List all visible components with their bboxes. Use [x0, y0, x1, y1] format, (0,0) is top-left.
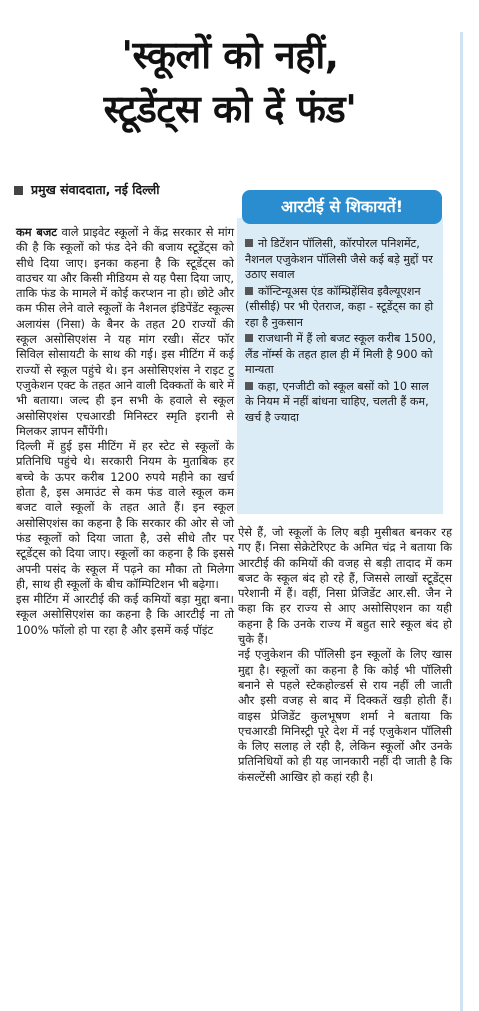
headline-line-2: स्टूडेंट्स को दें फंड': [103, 87, 357, 131]
sidebar-item: कॉन्टिन्यूअस एंड कॉम्प्रिहेंसिव इवैल्यूएशन (सीसीई) पर भी ऐतराज, कहा - स्टूडेंट्स का हो रहा है नुकसान: [245, 284, 434, 329]
article-column-1: [16, 225, 234, 638]
article-lead: कम बजट: [16, 225, 58, 239]
square-bullet-icon: [14, 186, 23, 195]
article-paragraph: [16, 225, 234, 439]
article-paragraph: नई एजुकेशन की पॉलिसी इन स्कूलों के लिए खास मुद्दा है। स्कूलों का कहना है कि कोई भी पॉलिसी बनाने से पहले स्टेकहोल्डर्स से राय नहीं ली जाती और इसी वजह से बाद में दिक्कतें खड़ी होती हैं। वाइस प्रेजिडेंट कुलभूषण शर्मा ने बताया कि एचआरडी मिनिस्ट्री पूरे देश में नई एजुकेशन पॉलिसी के लिए सलाह ले रही है, लेकिन स्कूलों और उनके प्रतिनिधियों को ही यह जानकारी नहीं दी जाती है कि कंसल्टेंसी आखिर हो कहां रही है।: [238, 647, 452, 784]
byline: [14, 181, 236, 198]
article-column-2: [238, 525, 452, 785]
square-bullet-icon: [245, 239, 253, 247]
article-paragraph: इस मीटिंग में आरटीई की कई कमियों बड़ा मुद्दा बना। स्कूल असोसिएशंस का कहना है कि आरटीई ना तो 100% फॉलो हो पा रहा है और इसमें कई पॉइंट: [16, 592, 234, 637]
article-text: वाले प्राइवेट स्कूलों ने केंद्र सरकार से मांग की है कि स्कूलों को फंड देने की बजाय स्टूडेंट्स को सीधे दिया जाए। इनका कहना है कि स्टूडेंट्स को वाउचर या और किसी मीडियम से यह पैसा दिया जाए, ताकि फंड के मामले में कोई करप्शन ना हो। छोटे और कम फीस लेने वाले स्कूलों के नैशनल इंडिपेंडेंट स्कूल्स अलायंस (निसा) के बैनर के तहत 20 राज्यों की स्कूल असोसिएशंस ने यह मांग रखी। सेंटर फॉर सिविल सोसायटी के साथ की गई। इस मीटिंग में कई राज्यों से स्कूल पहुंचे थे। इन असोसिएशंस ने राइट टु एजुकेशन एक्ट के तहत आने वाली दिक्कतों के बारे में भी बताया। जल्द ही इन सभी के हवाले से स्कूल असोसिएशंस एचआरडी मिनिस्टर स्मृति इरानी से मिलकर ज्ञापन सौंपेंगी।: [16, 225, 234, 438]
sidebar-items: [245, 236, 437, 426]
sidebar-title: आरटीई से शिकायतें!: [242, 190, 442, 224]
square-bullet-icon: [245, 287, 253, 295]
sidebar-item: कहा, एनजीटी को स्कूल बसों को 10 साल के नियम में नहीं बांधना चाहिए, चलती हैं कम, खर्च है ज्यादा: [245, 379, 429, 424]
article-paragraph: ऐसे हैं, जो स्कूलों के लिए बड़ी मुसीबत बनकर रह गए हैं। निसा सेक्रेटेरिएट के अमित चंद्र ने बताया कि आरटीई की कमियों की वजह से बड़ी तादाद में कम बजट के स्कूल बंद हो रहे हैं, जिससे लाखों स्टूडेंट्स परेशानी में हैं। वहीं, निसा प्रेजिडेंट आर.सी. जैन ने कहा कि हर राज्य से आए असोसिएशन का यही कहना है कि उनके राज्य में बहुत सारे स्कूल बंद हो चुके हैं।: [238, 525, 452, 647]
page-edge-border: [460, 32, 463, 1011]
square-bullet-icon: [245, 334, 253, 342]
sidebar-item: नो डिटेंशन पॉलिसी, कॉरपोरल पनिशमेंट, नैशनल एजुकेशन पॉलिसी जैसे कई बड़े मुद्दों पर उठाए सवाल: [245, 237, 433, 281]
headline: [4, 28, 456, 136]
square-bullet-icon: [245, 382, 253, 390]
byline-text: प्रमुख संवाददाता, नई दिल्ली: [31, 182, 160, 197]
sidebar-item: राजधानी में हैं लो बजट स्कूल करीब 1500, लैंड नॉर्म्स के तहत हाल ही में मिली है 900 को मान्यता: [245, 332, 437, 376]
article-paragraph: दिल्ली में हुई इस मीटिंग में हर स्टेट से स्कूलों के प्रतिनिधि पहुंचे थे। सरकारी नियम के मुताबिक हर बच्चे के ऊपर करीब 1200 रुपये महीने का खर्च होता है, इस अमाउंट से कम फंड वाले स्कूल कम बजट वाले स्कूलों के तहत आते हैं। इन स्कूल असोसिएशंस का कहना है कि सरकार की ओर से जो फंड स्कूलों को दिया जाता है, उसे सीधे तौर पर स्टूडेंट्स को दिया जाए। स्कूलों का कहना है कि इससे अपनी पसंद के स्कूल में पढ़ने का मौका तो मिलेगा ही, साथ ही स्कूलों के बीच कॉम्पिटिशन भी बढ़ेगा।: [16, 439, 234, 591]
headline-line-1: 'स्कूलों को नहीं,: [121, 33, 339, 77]
